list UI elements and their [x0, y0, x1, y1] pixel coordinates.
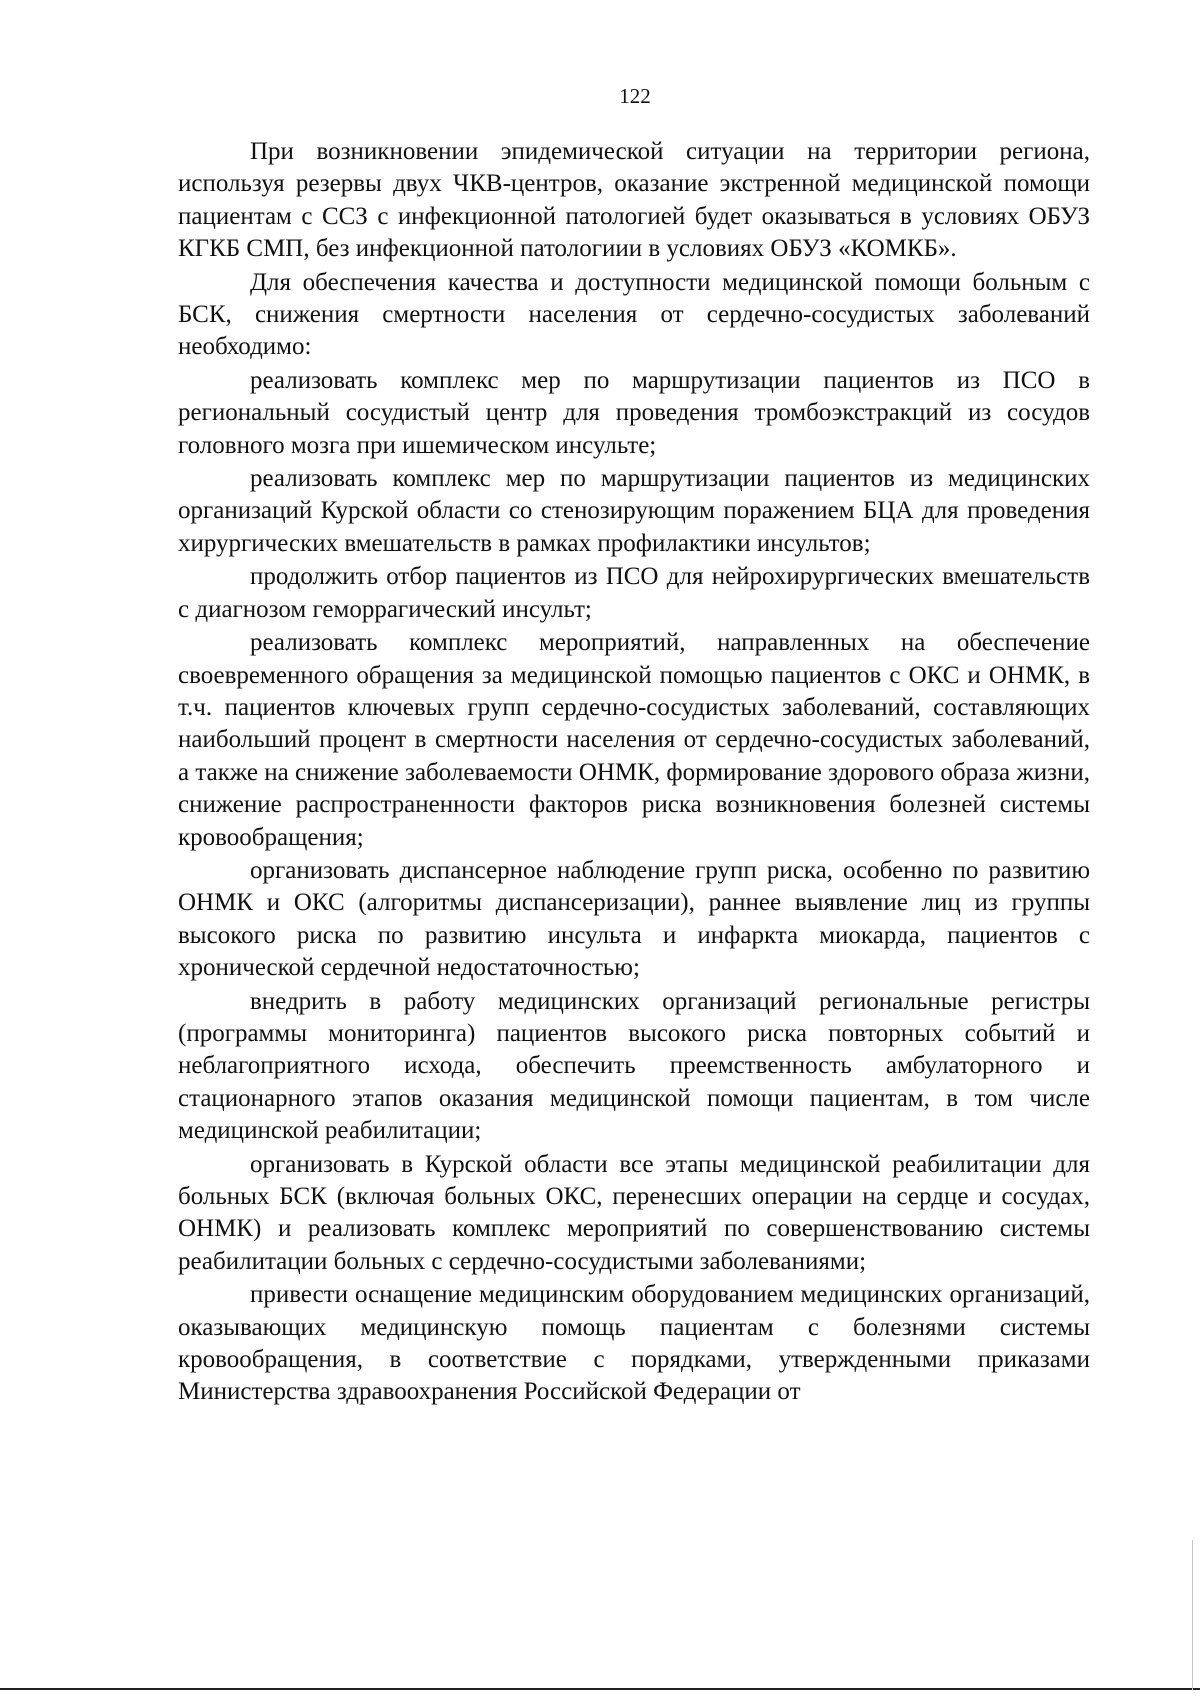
paragraph-quality-intro: Для обеспечения качества и доступности медицинской помощи больным с БСК, снижения смертности населения от сердечно-сосудистых заболеваний необходимо:: [178, 268, 1090, 361]
scan-edge-mark: [1192, 1540, 1193, 1690]
paragraph-equipment: привести оснащение медицинским оборудованием медицинских организаций, оказывающих медицинскую помощь пациентам с болезнями системы кровообращения, в соответствие с порядками, утвержденными приказами Министерства здравоохранения Российской Федерации от: [178, 1281, 1090, 1406]
paragraph-routing-thrombectomy: реализовать комплекс мер по маршрутизации пациентов из ПСО в региональный сосудистый центр для проведения тромбоэкстракций из сосудов головного мозга при ишемическом инсульте;: [178, 366, 1090, 459]
paragraph-dispensary-observation: организовать диспансерное наблюдение групп риска, особенно по развитию ОНМК и ОКС (алгоритмы диспансеризации), раннее выявление лиц из группы высокого риска по развитию инсульта и инфаркта миокарда, пациентов с хронической сердечной недостаточностью;: [178, 856, 1090, 982]
document-body: [178, 136, 1090, 1410]
page-number: 122: [619, 84, 651, 108]
scan-edge-line: [0, 1688, 1200, 1690]
paragraph-routing-bca: реализовать комплекс мер по маршрутизации пациентов из медицинских организаций Курской области со стенозирующим поражением БЦА для проведения хирургических вмешательств в рамках профилактики инсультов;: [178, 465, 1090, 557]
paragraph-rehabilitation: организовать в Курской области все этапы медицинской реабилитации для больных БСК (включая больных ОКС, перенесших операции на сердце и сосудах, ОНМК) и реализовать комплекс мероприятий по совершенствованию системы реабилитации больных с сердечно-сосудистыми заболеваниями;: [178, 1150, 1090, 1275]
paragraph-epidemic-situation: При возникновении эпидемической ситуации на территории региона, используя резервы двух ЧКВ-центров, оказание экстренной медицинской помощи пациентам с ССЗ с инфекционной патологией будет оказываться в условиях ОБУЗ КГКБ СМП, без инфекционной патологиии в условиях ОБУЗ «КОМКБ».: [178, 138, 1090, 263]
paragraph-neurosurgery-selection: продолжить отбор пациентов из ПСО для нейрохирургических вмешательств с диагнозом геморрагический инсульт;: [178, 563, 1090, 623]
paragraph-regional-registers: внедрить в работу медицинских организаций региональные регистры (программы мониторинга) пациентов высокого риска повторных событий и неблагоприятного исхода, обеспечить преемственность амбулаторного и стационарного этапов оказания медицинской помощи пациентам, в том числе медицинской реабилитации;: [178, 987, 1090, 1145]
paragraph-timely-care: реализовать комплекс мероприятий, направленных на обеспечение своевременного обращения за медицинской помощью пациентов с ОКС и ОНМК, в т.ч. пациентов ключевых групп сердечно-сосудистых заболеваний, составляющих наибольший процент в смертности населения от сердечно-сосудистых заболеваний, а также на снижение заболеваемости ОНМК, формирование здорового образа жизни, снижение распространенности факторов риска возникновения болезней системы кровообращения;: [178, 629, 1090, 851]
